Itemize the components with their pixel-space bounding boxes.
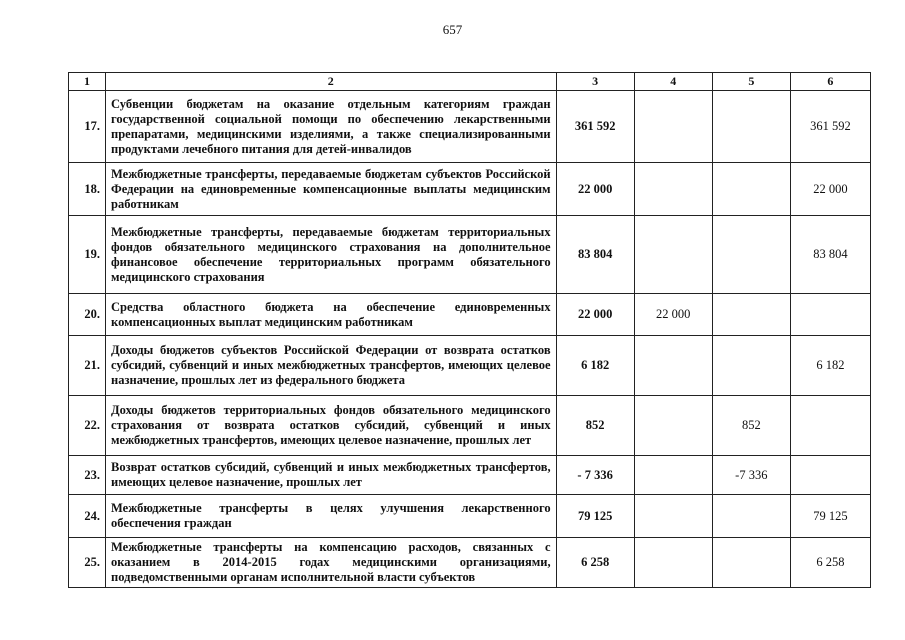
row-col-3: 852 xyxy=(556,396,634,456)
table-row xyxy=(69,163,871,216)
row-col-5: -7 336 xyxy=(712,456,790,495)
row-col-5 xyxy=(712,495,790,538)
table-row xyxy=(69,456,871,495)
row-col-4 xyxy=(634,538,712,588)
row-description: Межбюджетные трансферты, передаваемые бюджетам субъектов Российской Федерации на единовременные компенсационные выплаты медицинским работникам xyxy=(106,163,557,216)
table-row xyxy=(69,336,871,396)
table-row xyxy=(69,294,871,336)
row-col-5 xyxy=(712,163,790,216)
row-number: 19. xyxy=(69,216,106,294)
row-col-4 xyxy=(634,456,712,495)
row-number: 22. xyxy=(69,396,106,456)
row-description: Возврат остатков субсидий, субвенций и иных межбюджетных трансфертов, имеющих целевое назначение, прошлых лет xyxy=(106,456,557,495)
header-col-6: 6 xyxy=(790,73,870,91)
row-col-5 xyxy=(712,216,790,294)
row-col-6: 6 182 xyxy=(790,336,870,396)
row-number: 23. xyxy=(69,456,106,495)
table-row xyxy=(69,216,871,294)
row-col-3: 22 000 xyxy=(556,294,634,336)
row-description: Межбюджетные трансферты, передаваемые бюджетам территориальных фондов обязательного медицинского страхования на дополнительное финансовое обеспечение территориальных программ обязательного медицинского страхования xyxy=(106,216,557,294)
row-col-4 xyxy=(634,336,712,396)
row-col-6: 6 258 xyxy=(790,538,870,588)
table-row xyxy=(69,91,871,163)
row-col-4: 22 000 xyxy=(634,294,712,336)
row-number: 24. xyxy=(69,495,106,538)
row-col-3: 6 258 xyxy=(556,538,634,588)
row-col-3: 22 000 xyxy=(556,163,634,216)
row-col-3: 361 592 xyxy=(556,91,634,163)
row-col-4 xyxy=(634,396,712,456)
row-col-3: 6 182 xyxy=(556,336,634,396)
header-col-2: 2 xyxy=(106,73,557,91)
budget-table xyxy=(68,72,871,588)
row-col-4 xyxy=(634,495,712,538)
row-col-6: 79 125 xyxy=(790,495,870,538)
row-number: 21. xyxy=(69,336,106,396)
row-col-5 xyxy=(712,91,790,163)
table-row xyxy=(69,495,871,538)
row-col-6: 83 804 xyxy=(790,216,870,294)
row-col-6 xyxy=(790,396,870,456)
row-number: 17. xyxy=(69,91,106,163)
row-number: 25. xyxy=(69,538,106,588)
header-col-1: 1 xyxy=(69,73,106,91)
row-col-6 xyxy=(790,456,870,495)
table-row xyxy=(69,396,871,456)
header-row xyxy=(69,73,871,91)
row-col-5 xyxy=(712,538,790,588)
row-col-3: 79 125 xyxy=(556,495,634,538)
header-col-4: 4 xyxy=(634,73,712,91)
row-col-5 xyxy=(712,294,790,336)
page-number: 657 xyxy=(442,22,463,37)
table-row xyxy=(69,538,871,588)
row-col-6 xyxy=(790,294,870,336)
row-col-3: 83 804 xyxy=(556,216,634,294)
row-description: Межбюджетные трансферты на компенсацию расходов, связанных с оказанием в 2014-2015 годах медицинскими организациями, подведомственными органам исполнительной власти субъектов xyxy=(106,538,557,588)
row-col-3: - 7 336 xyxy=(556,456,634,495)
row-col-4 xyxy=(634,91,712,163)
row-description: Субвенции бюджетам на оказание отдельным категориям граждан государственной социальной помощи по обеспечению лекарственными препаратами, медицинскими изделиями, а также специализированными продуктами лечебного питания для детей-инвалидов xyxy=(106,91,557,163)
row-col-4 xyxy=(634,216,712,294)
header-col-5: 5 xyxy=(712,73,790,91)
row-number: 20. xyxy=(69,294,106,336)
row-number: 18. xyxy=(69,163,106,216)
row-col-5: 852 xyxy=(712,396,790,456)
row-col-5 xyxy=(712,336,790,396)
row-description: Межбюджетные трансферты в целях улучшения лекарственного обеспечения граждан xyxy=(106,495,557,538)
row-description: Средства областного бюджета на обеспечение единовременных компенсационных выплат медицинским работникам xyxy=(106,294,557,336)
row-description: Доходы бюджетов территориальных фондов обязательного медицинского страхования от возврата остатков субсидий, субвенций и иных межбюджетных трансфертов, имеющих целевое назначение, прошлых лет xyxy=(106,396,557,456)
row-col-6: 22 000 xyxy=(790,163,870,216)
header-col-3: 3 xyxy=(556,73,634,91)
row-col-6: 361 592 xyxy=(790,91,870,163)
row-col-4 xyxy=(634,163,712,216)
row-description: Доходы бюджетов субъектов Российской Федерации от возврата остатков субсидий, субвенций и иных межбюджетных трансфертов, имеющих целевое назначение, прошлых лет из федерального бюджета xyxy=(106,336,557,396)
